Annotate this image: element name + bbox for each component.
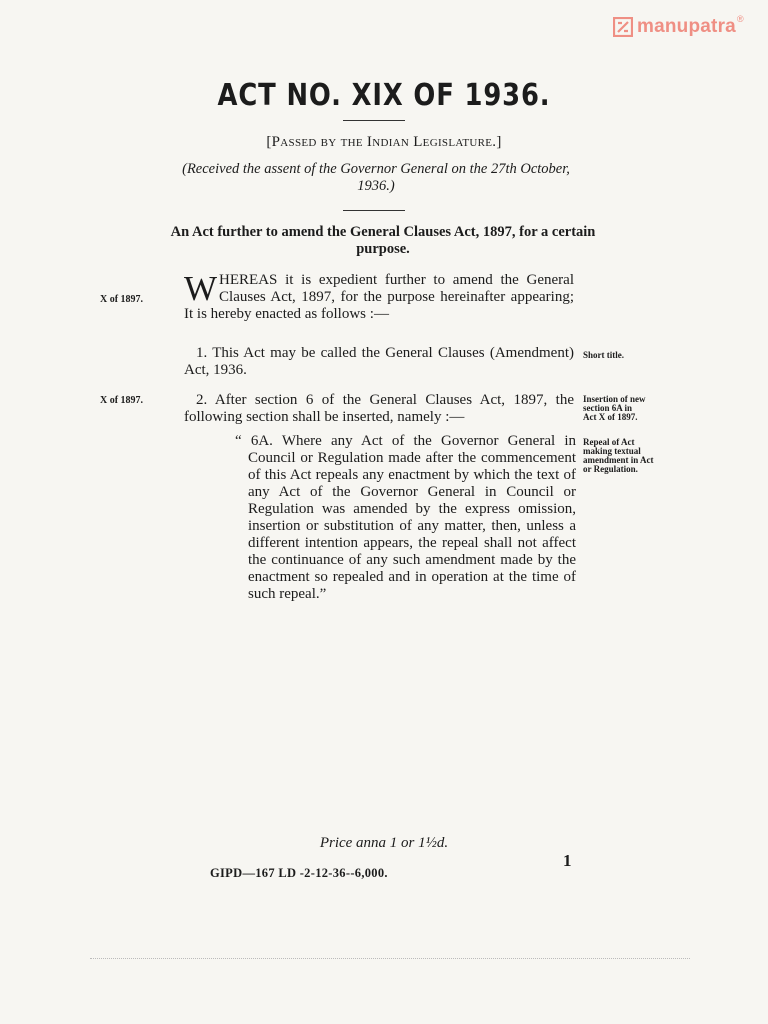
preamble-text: HEREAS it is expedient further to amend the General Clauses Act, 1897, for the purpose hereinafter appearing; It is hereby enacted as follows :— (184, 272, 574, 322)
act-title: ACT NO. XIX OF 1936. (217, 78, 551, 113)
manupatra-logo-icon (613, 17, 633, 37)
margin-note-left-1: X of 1897. (100, 294, 144, 305)
price-line: Price anna 1 or 1½d. (319, 835, 449, 851)
preamble (184, 269, 574, 323)
assent-note: (Received the assent of the Governor General on the 27th October, 1936.) (182, 161, 570, 194)
title-divider (343, 120, 405, 121)
long-title: An Act further to amend the General Clauses Act, 1897, for a certain purpose. (170, 224, 596, 257)
assent-divider (343, 210, 405, 211)
watermark-text: manupatra (637, 16, 736, 37)
margin-note-insertion: Insertion of new section 6A in Act X of 1897. (583, 394, 646, 422)
preamble-dropcap: W (184, 269, 218, 308)
page-number: 1 (563, 851, 572, 870)
section-1: 1. This Act may be called the General Clauses (Amendment) Act, 1936. (184, 345, 574, 378)
scan-artifact-divider (90, 958, 690, 960)
margin-note-left-2: X of 1897. (100, 395, 144, 406)
margin-note-short-title: Short title. (583, 350, 624, 360)
margin-note-repeal: Repeal of Act making textual amendment in Act or Regulation. (583, 437, 654, 474)
print-code: GIPD—167 LD -2-12-36--6,000. (210, 866, 388, 880)
section-2: 2. After section 6 of the General Clauses Act, 1897, the following section shall be inserted, namely :— (184, 392, 574, 425)
manupatra-watermark (613, 16, 744, 38)
passed-note: [Passed by the Indian Legislature.] (266, 134, 502, 150)
registered-mark: ® (736, 14, 744, 24)
inserted-section-6a: “ 6A. Where any Act of the Governor General in Council or Regulation made after the commencement of this Act repeals any enactment by which the text of any Act of the Governor General in Council or Regulation was amended by the express omission, insertion or substitution of any matter, then, unless a different intention appears, the repeal shall not affect the continuance of any such amendment made by the enactment so repealed and in operation at the time of such repeal.” (235, 433, 576, 602)
